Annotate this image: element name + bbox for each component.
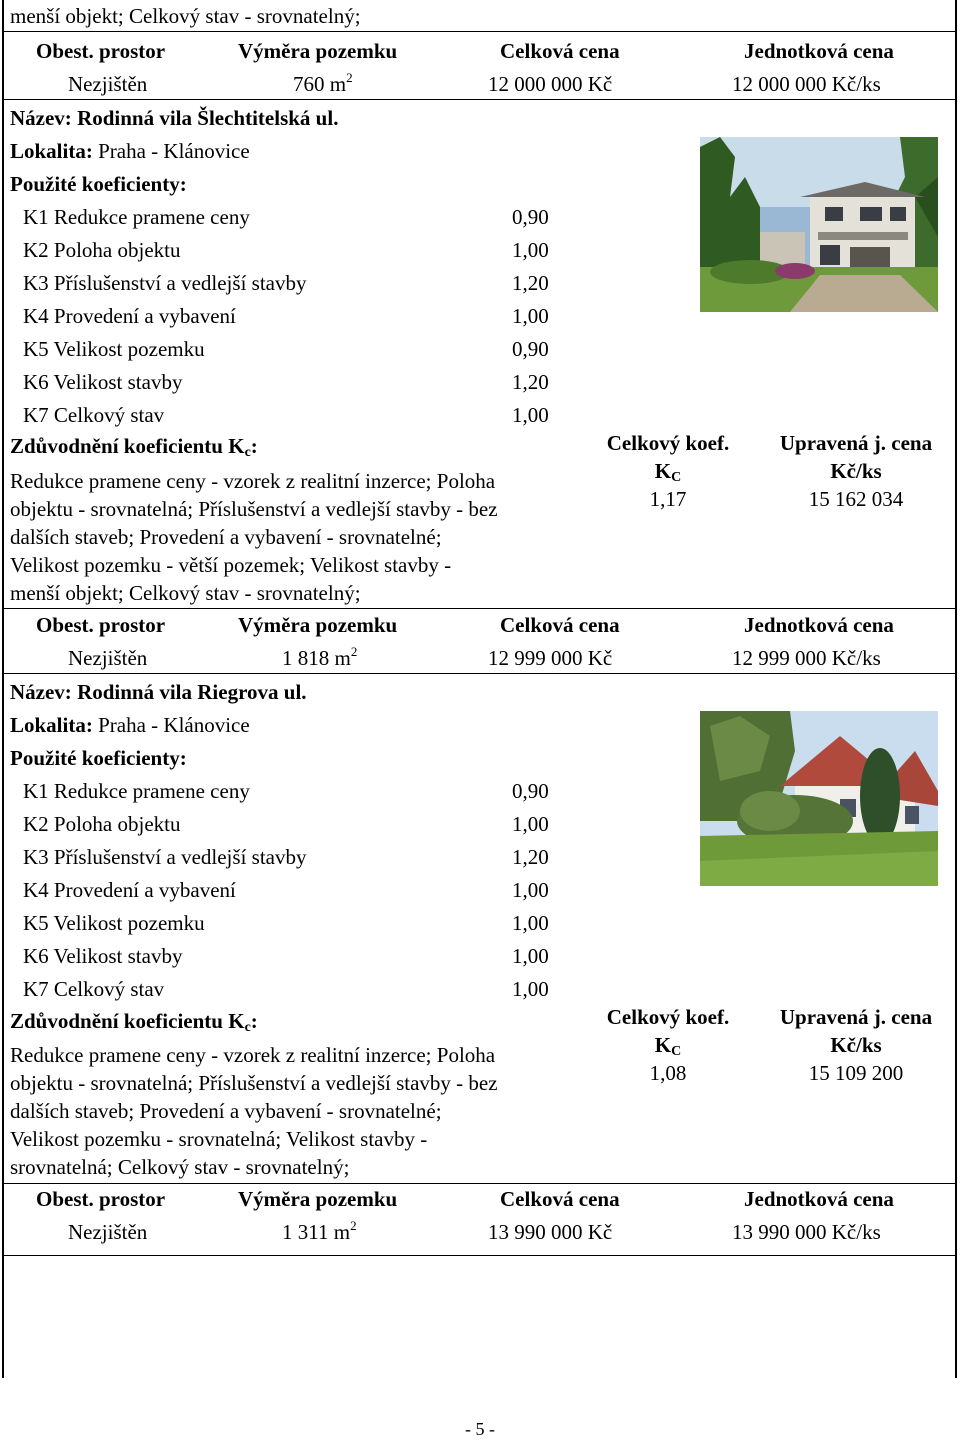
page-number: - 5 -: [465, 1419, 495, 1439]
coef-value: 0,90: [512, 337, 549, 361]
header-celkova-cena: Celková cena: [500, 1187, 620, 1211]
header-vymera: Výměra pozemku: [238, 613, 398, 637]
listing2-justification-heading: Zdůvodnění koeficientu $K_c$:: [10, 1009, 258, 1035]
row-jcena: 13 990 000 Kč/ks: [732, 1220, 881, 1244]
coef-value: 1,00: [512, 911, 549, 935]
divider: [4, 1183, 955, 1184]
listing1-total-coef-label: Celkový koef.: [606, 431, 730, 455]
coef-label: K1 Redukce pramene ceny: [23, 779, 250, 803]
row-vymera: 1 818 $m^2$: [282, 644, 358, 670]
listing2-title: Název: Rodinná vila Riegrova ul.: [10, 680, 307, 704]
coef-label: K7 Celkový stav: [23, 977, 165, 1001]
justification-line: Velikost pozemku - větší pozemek; Velikost stavby -: [10, 553, 452, 577]
coef-label: K3 Příslušenství a vedlejší stavby: [23, 271, 307, 295]
coef-label: K6 Velikost stavby: [23, 944, 183, 968]
coef-value: 1,20: [512, 370, 549, 394]
row-cena: 12 000 000 Kč: [488, 72, 613, 96]
divider: [4, 31, 955, 32]
coef-label: K7 Celkový stav: [23, 403, 165, 427]
header-vymera: Výměra pozemku: [238, 39, 398, 63]
listing1-total-coef: 1,17: [649, 487, 687, 511]
listing1-location: Lokalita: Praha - Klánovice: [10, 139, 250, 163]
divider: [4, 1255, 955, 1256]
header-obest-prostor: Obest. prostor: [36, 1187, 166, 1211]
coef-label: K4 Provedení a vybavení: [23, 878, 236, 902]
coef-value: 1,00: [512, 812, 549, 836]
row-cena: 12 999 000 Kč: [488, 646, 613, 670]
coef-value: 0,90: [512, 779, 549, 803]
header-jednotkova-cena: Jednotková cena: [744, 39, 894, 63]
row-prostor: Nezjištěn: [68, 646, 148, 670]
header-vymera: Výměra pozemku: [238, 1187, 398, 1211]
coef-value: 1,00: [512, 403, 549, 427]
coef-label: K2 Poloha objektu: [23, 812, 181, 836]
justification-line: Redukce pramene ceny - vzorek z realitní inzerce; Poloha: [10, 1043, 496, 1067]
listing2-adjusted-price: 15 109 200: [808, 1061, 904, 1085]
coef-value: 1,20: [512, 271, 549, 295]
justification-line: objektu - srovnatelná; Příslušenství a vedlejší stavby - bez: [10, 1071, 498, 1095]
coef-value: 1,20: [512, 845, 549, 869]
listing2-house-photo: [700, 711, 938, 886]
coef-value: 0,90: [512, 205, 549, 229]
divider: [4, 673, 955, 674]
coef-label: K4 Provedení a vybavení: [23, 304, 236, 328]
coef-label: K2 Poloha objektu: [23, 238, 181, 262]
listing1-adjusted-unit: Kč/ks: [830, 459, 882, 483]
header-celkova-cena: Celková cena: [500, 39, 620, 63]
coef-value: 1,00: [512, 238, 549, 262]
listing1-adjusted-label: Upravená j. cena: [779, 431, 933, 455]
coef-value: 1,00: [512, 304, 549, 328]
header-obest-prostor: Obest. prostor: [36, 39, 166, 63]
listing2-kc-label: $K_C$: [654, 1033, 682, 1059]
row-jcena: 12 999 000 Kč/ks: [732, 646, 881, 670]
row-vymera: 1 311 $m^2$: [282, 1218, 357, 1244]
listing2-coef-heading: Použité koeficienty:: [10, 746, 187, 770]
justification-line: dalších staveb; Provedení a vybavení - srovnatelné;: [10, 1099, 442, 1123]
coef-label: K1 Redukce pramene ceny: [23, 205, 250, 229]
divider: [4, 99, 955, 100]
listing2-adjusted-label: Upravená j. cena: [779, 1005, 933, 1029]
justification-line: Velikost pozemku - srovnatelná; Velikost stavby -: [10, 1127, 428, 1151]
justification-line: srovnatelná; Celkový stav - srovnatelný;: [10, 1155, 350, 1179]
coef-value: 1,00: [512, 977, 549, 1001]
listing2-adjusted-unit: Kč/ks: [830, 1033, 882, 1057]
row-vymera: 760 $m^2$: [293, 70, 353, 96]
listing1-coef-heading: Použité koeficienty:: [10, 172, 187, 196]
prev-justification-tail: menší objekt; Celkový stav - srovnatelný;: [10, 4, 361, 28]
coef-value: 1,00: [512, 944, 549, 968]
listing1-kc-label: $K_C$: [654, 459, 682, 485]
justification-line: dalších staveb; Provedení a vybavení - srovnatelné;: [10, 525, 442, 549]
header-obest-prostor: Obest. prostor: [36, 613, 166, 637]
coef-label: K5 Velikost pozemku: [23, 337, 205, 361]
listing1-justification-heading: Zdůvodnění koeficientu $K_c$:: [10, 434, 258, 460]
row-cena: 13 990 000 Kč: [488, 1220, 613, 1244]
row-prostor: Nezjištěn: [68, 72, 148, 96]
coef-label: K6 Velikost stavby: [23, 370, 183, 394]
coef-label: K5 Velikost pozemku: [23, 911, 205, 935]
listing1-house-photo: [700, 137, 938, 312]
header-celkova-cena: Celková cena: [500, 613, 620, 637]
listing2-location: Lokalita: Praha - Klánovice: [10, 713, 250, 737]
justification-line: objektu - srovnatelná; Příslušenství a vedlejší stavby - bez: [10, 497, 498, 521]
coef-label: K3 Příslušenství a vedlejší stavby: [23, 845, 307, 869]
row-prostor: Nezjištěn: [68, 1220, 148, 1244]
listing1-adjusted-price: 15 162 034: [808, 487, 904, 511]
listing1-title: Název: Rodinná vila Šlechtitelská ul.: [10, 106, 339, 130]
coef-value: 1,00: [512, 878, 549, 902]
listing2-total-coef: 1,08: [649, 1061, 687, 1085]
row-jcena: 12 000 000 Kč/ks: [732, 72, 881, 96]
header-jednotkova-cena: Jednotková cena: [744, 1187, 894, 1211]
justification-line: Redukce pramene ceny - vzorek z realitní inzerce; Poloha: [10, 469, 496, 493]
header-jednotkova-cena: Jednotková cena: [744, 613, 894, 637]
justification-line: menší objekt; Celkový stav - srovnatelný;: [10, 581, 361, 605]
listing2-total-coef-label: Celkový koef.: [606, 1005, 730, 1029]
divider: [4, 608, 955, 609]
